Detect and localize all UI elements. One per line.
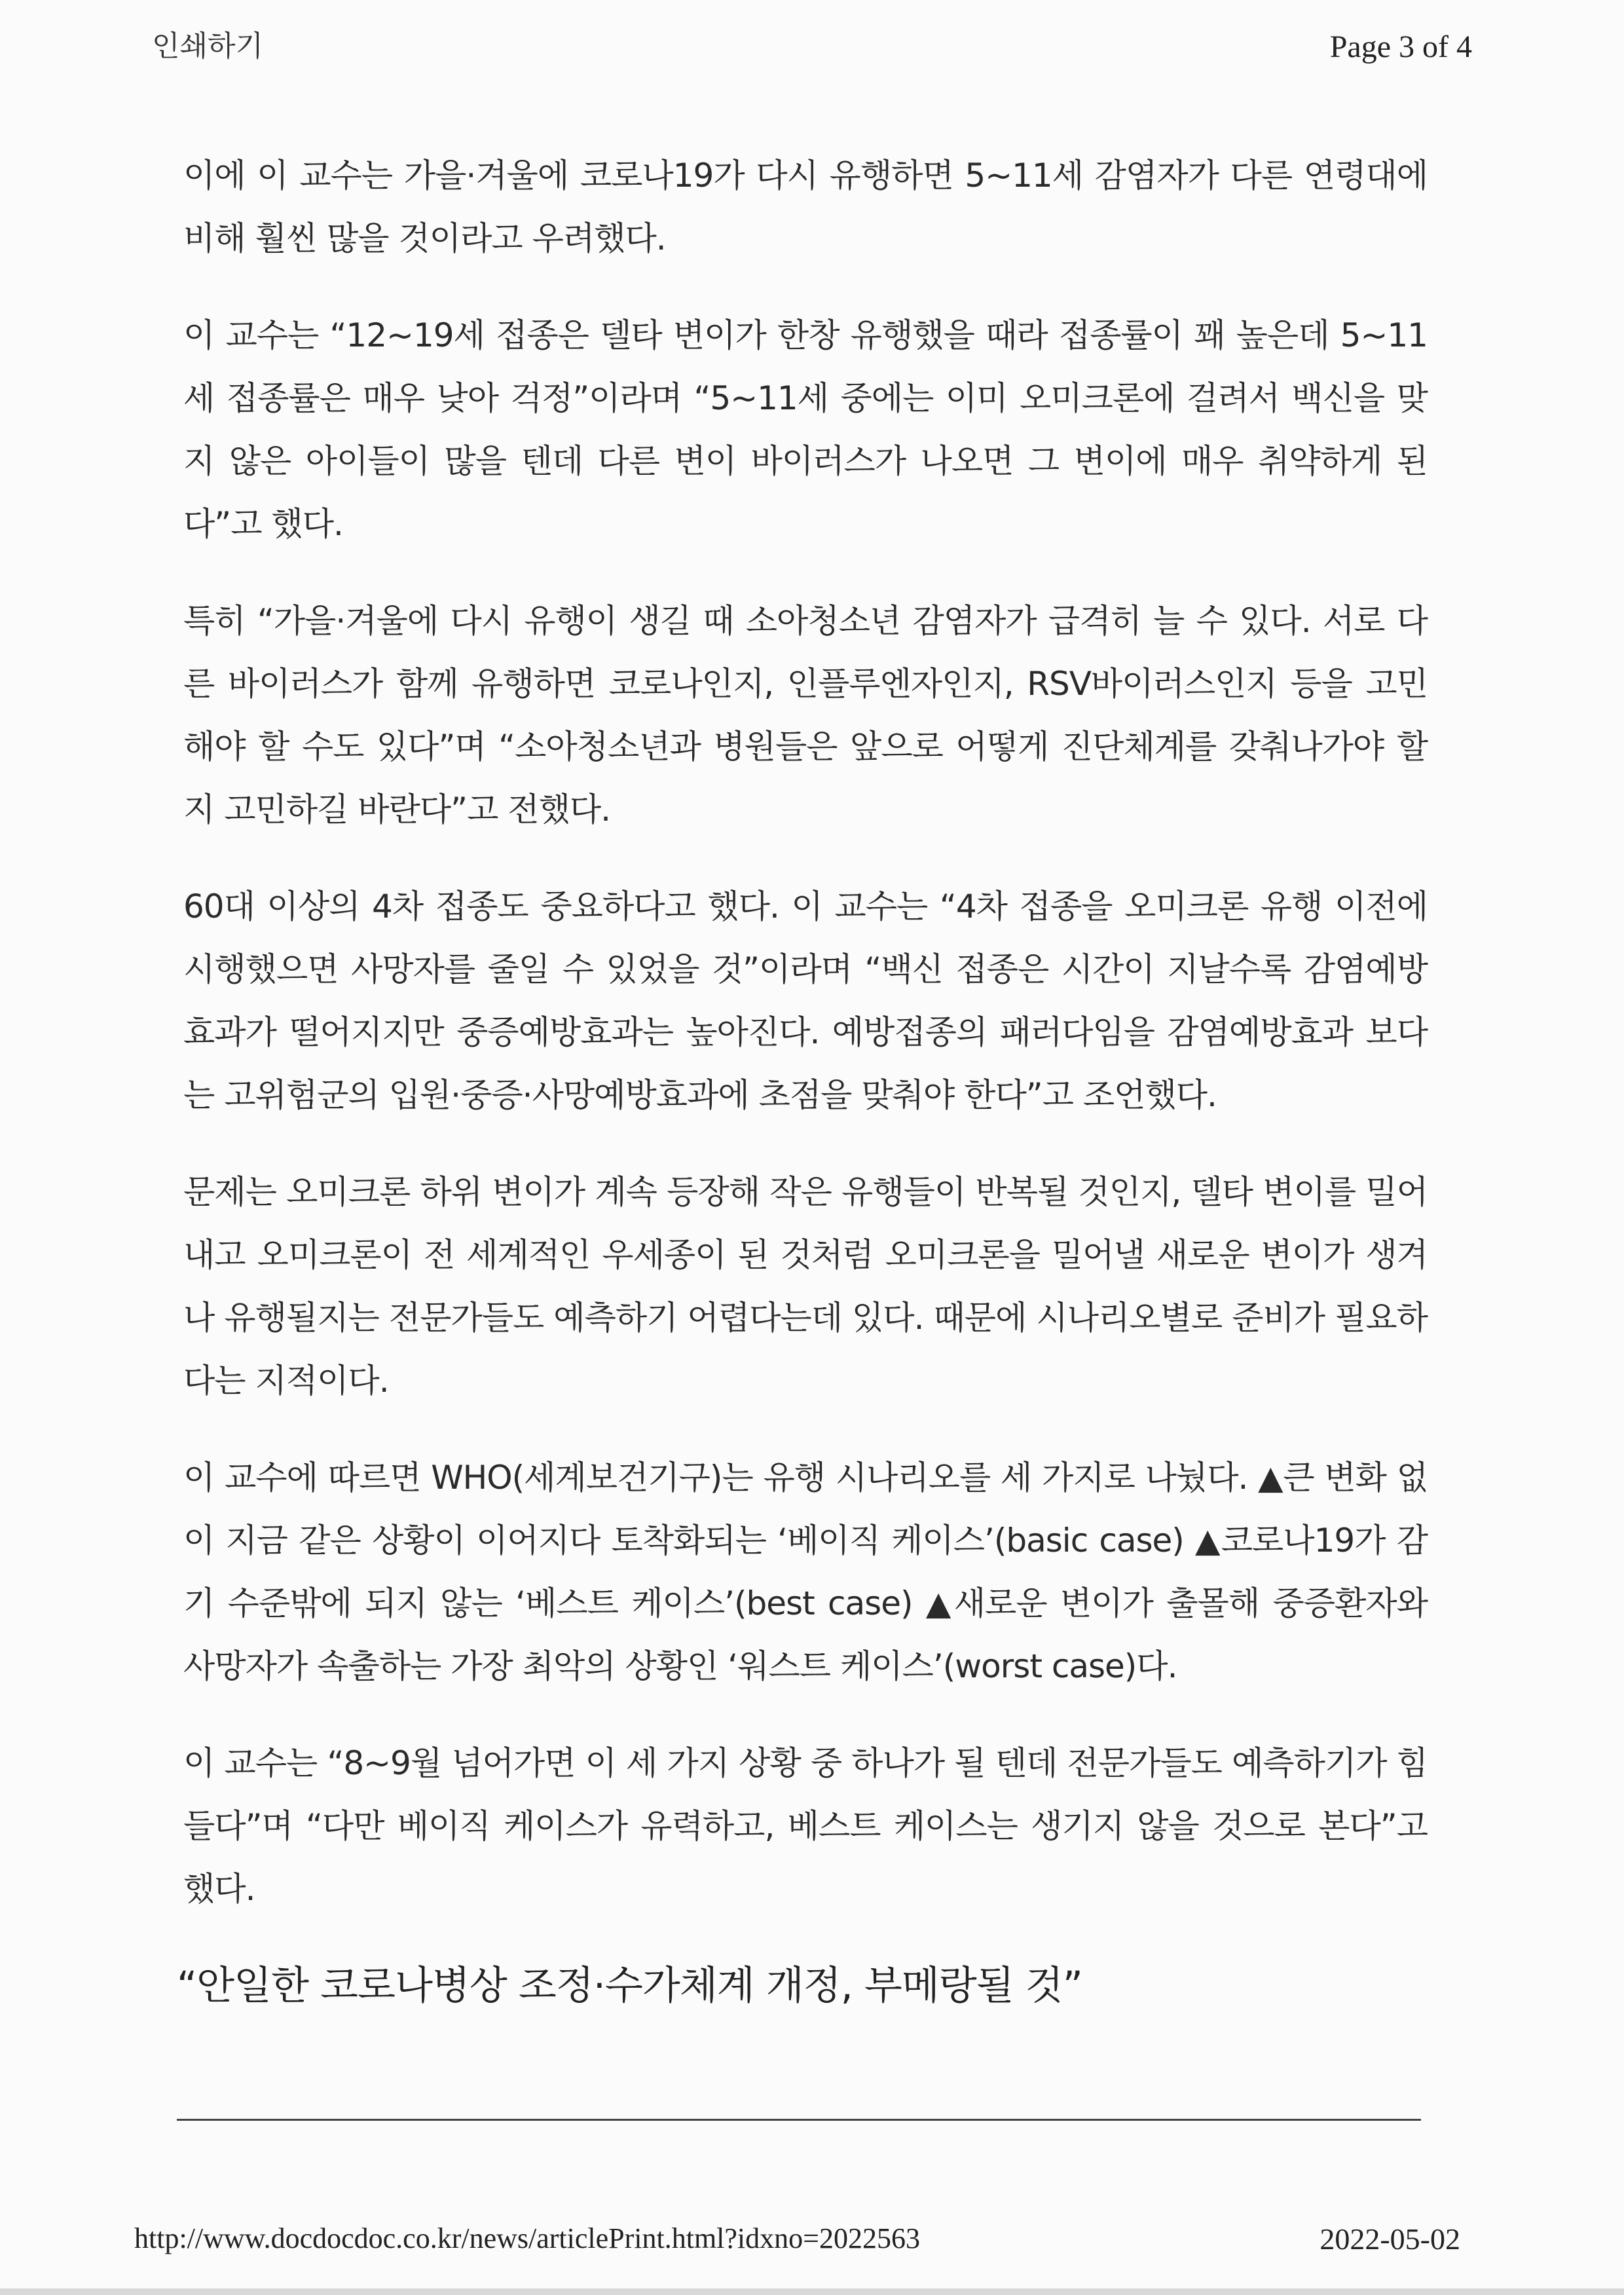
section-divider [177,2119,1421,2121]
source-url[interactable]: http://www.docdocdoc.co.kr/news/articlePrint.html?idxno=2022563 [134,2222,920,2254]
article-paragraph-3: 특히 “가을·겨울에 다시 유행이 생길 때 소아청소년 감염자가 급격히 늘 수 있다. 서로 다른 바이러스가 함께 유행하면 코로나인지, 인플루엔자인지, RSV바이러스인지 등을 고민해야 할 수도 있다”며 “소아청소년과 병원들은 앞으로 어떻게 진단체계를 갖춰나가야 할지 고민하길 바란다”고 전했다. [183,602,1428,829]
scan-edge [0,2288,1624,2295]
article-paragraph-7: 이 교수는 “8~9월 넘어가면 이 세 가지 상황 중 하나가 될 텐데 전문가들도 예측하기가 힘들다”며 “다만 베이직 케이스가 유력하고, 베스트 케이스는 생기지 않을 것으로 본다”고 했다. [183,1744,1428,1908]
article-paragraph-2: 이 교수는 “12~19세 접종은 델타 변이가 한창 유행했을 때라 접종률이 꽤 높은데 5~11세 접종률은 매우 낮아 걱정”이라며 “5~11세 중에는 이미 오미크론에 걸려서 백신을 맞지 않은 아이들이 많을 텐데 다른 변이 바이러스가 나오면 그 변이에 매우 취약하게 된다”고 했다. [183,316,1428,543]
article-subheading: “안일한 코로나병상 조정·수가체계 개정, 부메랑될 것” [177,1963,1082,2009]
article-paragraph-6: 이 교수에 따르면 WHO(세계보건기구)는 유행 시나리오를 세 가지로 나눴다. ▲큰 변화 없이 지금 같은 상황이 이어지다 토착화되는 ‘베이직 케이스’(basic case) ▲코로나19가 감기 수준밖에 되지 않는 ‘베스트 케이스’(best case) ▲새로운 변이가 출몰해 중증환자와 사망자가 속출하는 가장 최악의 상황인 ‘워스트 케이스’(worst case)다. [183,1459,1428,1685]
article-paragraph-5: 문제는 오미크론 하위 변이가 계속 등장해 작은 유행들이 반복될 것인지, 델타 변이를 밀어내고 오미크론이 전 세계적인 우세종이 된 것처럼 오미크론을 밀어낼 새로운 변이가 생겨나 유행될지는 전문가들도 예측하기 어렵다는데 있다. 때문에 시나리오별로 준비가 필요하다는 지적이다. [183,1173,1428,1400]
print-link[interactable]: 인쇄하기 [152,29,264,63]
page-indicator: Page 3 of 4 [1329,29,1472,64]
article-body [177,144,1428,2011]
print-date: 2022-05-02 [1320,2222,1460,2256]
article-paragraph-1: 이에 이 교수는 가을·겨울에 코로나19가 다시 유행하면 5~11세 감염자가 다른 연령대에 비해 훨씬 많을 것이라고 우려했다. [183,157,1428,257]
article-paragraph-4: 60대 이상의 4차 접종도 중요하다고 했다. 이 교수는 “4차 접종을 오미크론 유행 이전에 시행했으면 사망자를 줄일 수 있었을 것”이라며 “백신 접종은 시간이 지날수록 감염예방효과가 떨어지지만 중증예방효과는 높아진다. 예방접종의 패러다임을 감염예방효과 보다는 고위험군의 입원·중증·사망예방효과에 초점을 맞춰야 한다”고 조언했다. [183,887,1428,1114]
